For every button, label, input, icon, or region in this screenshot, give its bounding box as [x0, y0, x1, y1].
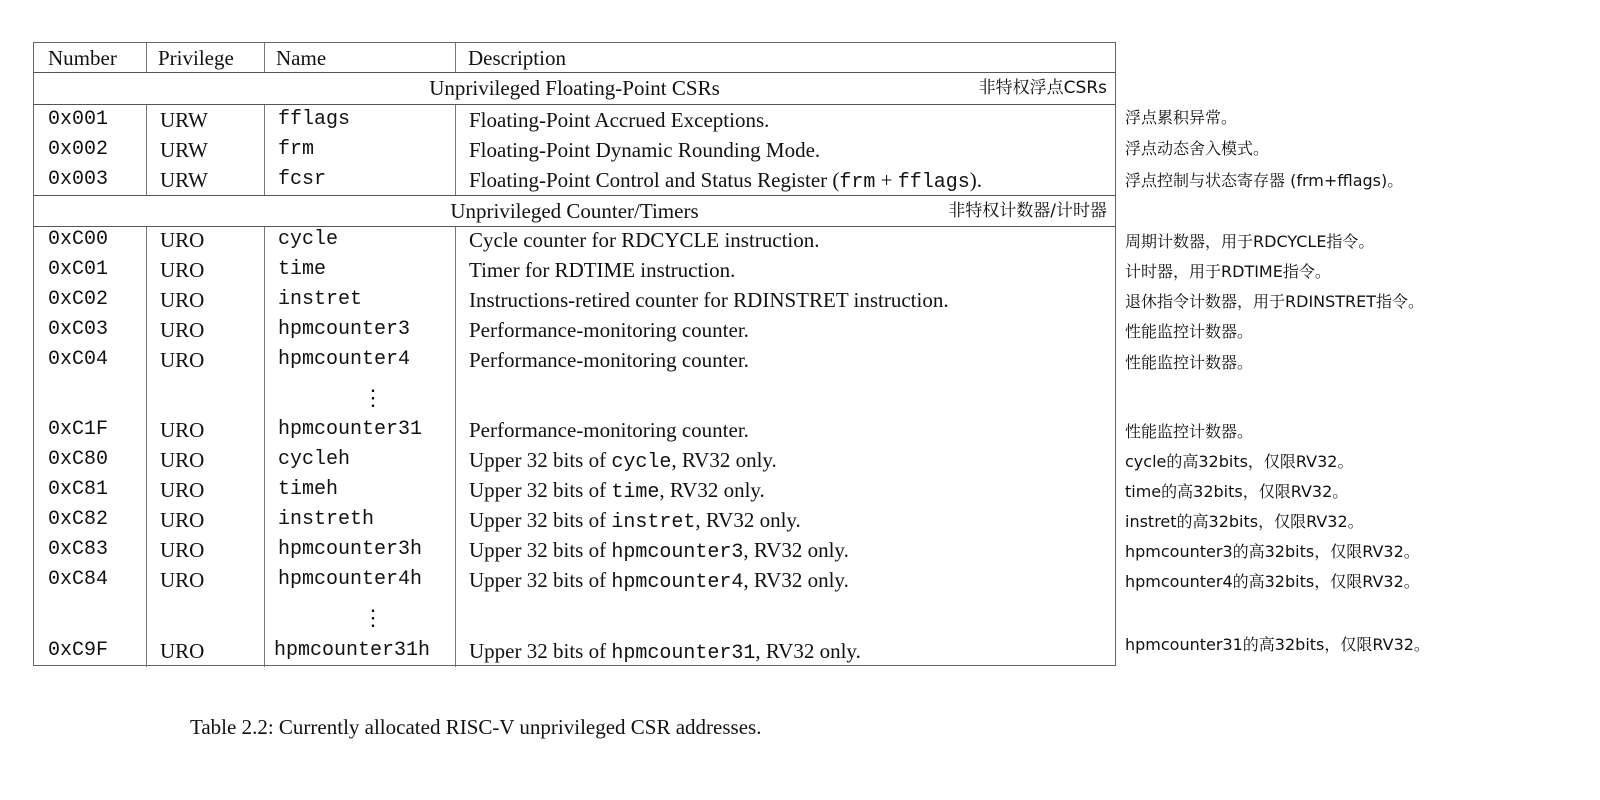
csr-name: fflags — [278, 108, 351, 131]
csr-description: Upper 32 bits of instret, RV32 only. — [469, 508, 801, 534]
csr-table — [33, 42, 1116, 666]
translation-text: 浮点累积异常。 — [1125, 108, 1238, 127]
csr-number: 0x002 — [48, 138, 109, 161]
csr-privilege: URW — [160, 138, 208, 162]
column-divider — [455, 43, 456, 73]
translation-text: 性能监控计数器。 — [1125, 353, 1254, 372]
csr-privilege: URO — [160, 538, 205, 562]
translation-text: 性能监控计数器。 — [1125, 322, 1254, 341]
column-divider — [455, 227, 456, 667]
csr-privilege: URO — [160, 418, 205, 442]
translation-text: 周期计数器，用于RDCYCLE指令。 — [1125, 232, 1375, 251]
section-title-cn: 非特权计数器/计时器 — [948, 201, 1107, 221]
csr-description: Performance-monitoring counter. — [469, 418, 749, 442]
csr-privilege: URW — [160, 108, 208, 132]
csr-privilege: URO — [160, 508, 205, 532]
csr-privilege: URW — [160, 168, 208, 192]
vertical-ellipsis: ⋮ — [362, 606, 384, 631]
header-description: Description — [468, 46, 566, 70]
csr-privilege: URO — [160, 318, 205, 342]
csr-number: 0x003 — [48, 168, 109, 191]
csr-name: time — [278, 258, 327, 281]
csr-privilege: URO — [160, 288, 205, 312]
csr-privilege: URO — [160, 348, 205, 372]
csr-name: timeh — [278, 478, 339, 501]
csr-privilege: URO — [160, 478, 205, 502]
csr-name: hpmcounter31 — [278, 418, 423, 441]
csr-description: Floating-Point Dynamic Rounding Mode. — [469, 138, 821, 162]
section-title-cn: 非特权浮点CSRs — [978, 78, 1107, 98]
section-row-floating-point — [34, 73, 1115, 104]
csr-number: 0xC00 — [48, 228, 109, 251]
table-caption: Table 2.2: Currently allocated RISC-V unprivileged CSR addresses. — [190, 715, 762, 739]
csr-privilege: URO — [160, 448, 205, 472]
translation-text: 浮点控制与状态寄存器 (frm+fflags)。 — [1125, 171, 1404, 190]
csr-description: Instructions-retired counter for RDINSTRET instruction. — [469, 288, 949, 312]
csr-description: Upper 32 bits of hpmcounter4, RV32 only. — [469, 568, 849, 594]
csr-number: 0xC80 — [48, 448, 109, 471]
translation-text: time的高32bits，仅限RV32。 — [1125, 482, 1349, 501]
csr-number: 0xC03 — [48, 318, 109, 341]
column-divider — [146, 227, 147, 667]
csr-name: hpmcounter3h — [278, 538, 423, 561]
csr-number: 0xC84 — [48, 568, 109, 591]
csr-description: Upper 32 bits of cycle, RV32 only. — [469, 448, 777, 474]
csr-description: Performance-monitoring counter. — [469, 348, 749, 372]
csr-description: Upper 32 bits of hpmcounter31, RV32 only. — [469, 639, 861, 665]
csr-privilege: URO — [160, 228, 205, 252]
section-row-counter-timers — [34, 196, 1115, 226]
csr-name: hpmcounter3 — [278, 318, 411, 341]
csr-description: Performance-monitoring counter. — [469, 318, 749, 342]
header-name: Name — [276, 46, 327, 70]
csr-number: 0xC02 — [48, 288, 109, 311]
csr-number: 0xC82 — [48, 508, 109, 531]
csr-name: instreth — [278, 508, 375, 531]
csr-number: 0xC9F — [48, 639, 109, 662]
csr-name: hpmcounter4 — [278, 348, 411, 371]
csr-name: hpmcounter4h — [278, 568, 423, 591]
column-divider — [146, 43, 147, 73]
column-divider — [146, 105, 147, 195]
section-title: Unprivileged Counter/Timers — [450, 199, 699, 223]
header-number: Number — [48, 46, 117, 70]
csr-name: fcsr — [278, 168, 327, 191]
csr-description: Timer for RDTIME instruction. — [469, 258, 736, 282]
section-title: Unprivileged Floating-Point CSRs — [429, 76, 720, 100]
column-divider — [455, 105, 456, 195]
csr-number: 0xC1F — [48, 418, 109, 441]
csr-description: Cycle counter for RDCYCLE instruction. — [469, 228, 820, 252]
csr-number: 0xC83 — [48, 538, 109, 561]
csr-privilege: URO — [160, 258, 205, 282]
csr-description: Floating-Point Accrued Exceptions. — [469, 108, 770, 132]
column-divider — [264, 227, 265, 667]
vertical-ellipsis: ⋮ — [362, 386, 384, 411]
translation-text: hpmcounter4的高32bits，仅限RV32。 — [1125, 572, 1420, 591]
csr-name: cycle — [278, 228, 339, 251]
translation-text: hpmcounter3的高32bits，仅限RV32。 — [1125, 542, 1420, 561]
csr-description: Upper 32 bits of time, RV32 only. — [469, 478, 765, 504]
csr-number: 0xC81 — [48, 478, 109, 501]
translation-text: cycle的高32bits，仅限RV32。 — [1125, 452, 1354, 471]
csr-number: 0xC04 — [48, 348, 109, 371]
translation-text: 浮点动态舍入模式。 — [1125, 139, 1270, 158]
csr-number: 0x001 — [48, 108, 109, 131]
header-privilege: Privilege — [158, 46, 234, 70]
csr-description: Upper 32 bits of hpmcounter3, RV32 only. — [469, 538, 849, 564]
csr-name: hpmcounter31h — [274, 639, 431, 662]
csr-name: cycleh — [278, 448, 351, 471]
column-divider — [264, 43, 265, 73]
csr-number: 0xC01 — [48, 258, 109, 281]
translation-text: 计时器，用于RDTIME指令。 — [1125, 262, 1331, 281]
csr-privilege: URO — [160, 639, 205, 663]
translation-text: instret的高32bits，仅限RV32。 — [1125, 512, 1364, 531]
csr-description: Floating-Point Control and Status Register (frm + fflags). — [469, 168, 983, 194]
csr-name: frm — [278, 138, 315, 161]
translation-text: 退休指令计数器，用于RDINSTRET指令。 — [1125, 292, 1425, 311]
translation-text: hpmcounter31的高32bits，仅限RV32。 — [1125, 635, 1430, 654]
csr-name: instret — [278, 288, 363, 311]
column-divider — [264, 105, 265, 195]
translation-text: 性能监控计数器。 — [1125, 422, 1254, 441]
csr-privilege: URO — [160, 568, 205, 592]
